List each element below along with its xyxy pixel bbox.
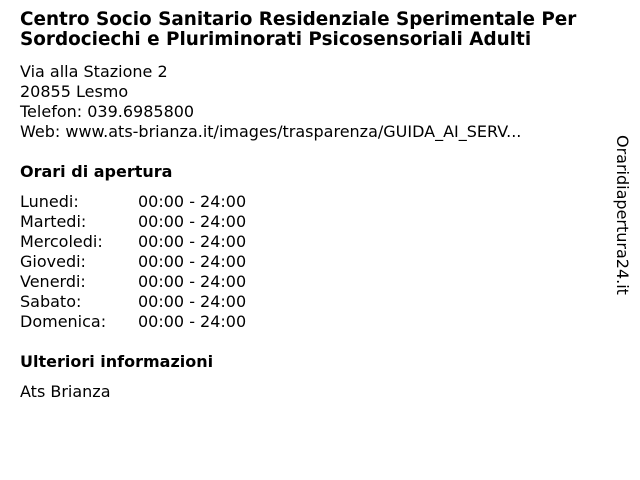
hours-value: 00:00 - 24:00 [138, 292, 247, 311]
hours-value: 00:00 - 24:00 [138, 252, 247, 271]
day-label: Sabato: [20, 292, 82, 311]
page-title: Centro Socio Sanitario Residenziale Sperimentale Per Sordociechi e Pluriminorati Psicosensoriali Adulti [20, 9, 577, 50]
hours-row-saturday [20, 292, 610, 312]
more-info-heading: Ulteriori informazioni [20, 352, 214, 371]
day-label: Venerdi: [20, 272, 86, 291]
hours-row-monday [20, 192, 610, 212]
hours-row-friday [20, 272, 610, 292]
hours-value: 00:00 - 24:00 [138, 212, 247, 231]
day-label: Giovedi: [20, 252, 86, 271]
brand-watermark: Oraridiapertura24.it [613, 135, 632, 295]
more-info-text: Ats Brianza [20, 382, 111, 401]
day-label: Lunedi: [20, 192, 79, 211]
hours-row-thursday [20, 252, 610, 272]
opening-hours-table [20, 192, 610, 332]
hours-row-tuesday [20, 212, 610, 232]
hours-value: 00:00 - 24:00 [138, 272, 247, 291]
day-label: Domenica: [20, 312, 107, 331]
address-block [20, 62, 610, 142]
day-label: Mercoledi: [20, 232, 103, 251]
hours-value: 00:00 - 24:00 [138, 192, 247, 211]
phone-number: Telefon: 039.6985800 [20, 102, 195, 121]
street-address: Via alla Stazione 2 [20, 62, 168, 81]
hours-row-wednesday [20, 232, 610, 252]
hours-row-sunday [20, 312, 610, 332]
hours-value: 00:00 - 24:00 [138, 232, 247, 251]
hours-value: 00:00 - 24:00 [138, 312, 247, 331]
day-label: Martedi: [20, 212, 87, 231]
opening-hours-heading: Orari di apertura [20, 162, 173, 181]
city-address: 20855 Lesmo [20, 82, 129, 101]
listing-card [20, 10, 610, 402]
website-link[interactable]: Web: www.ats-brianza.it/images/trasparenza/GUIDA_AI_SERV... [20, 122, 522, 141]
